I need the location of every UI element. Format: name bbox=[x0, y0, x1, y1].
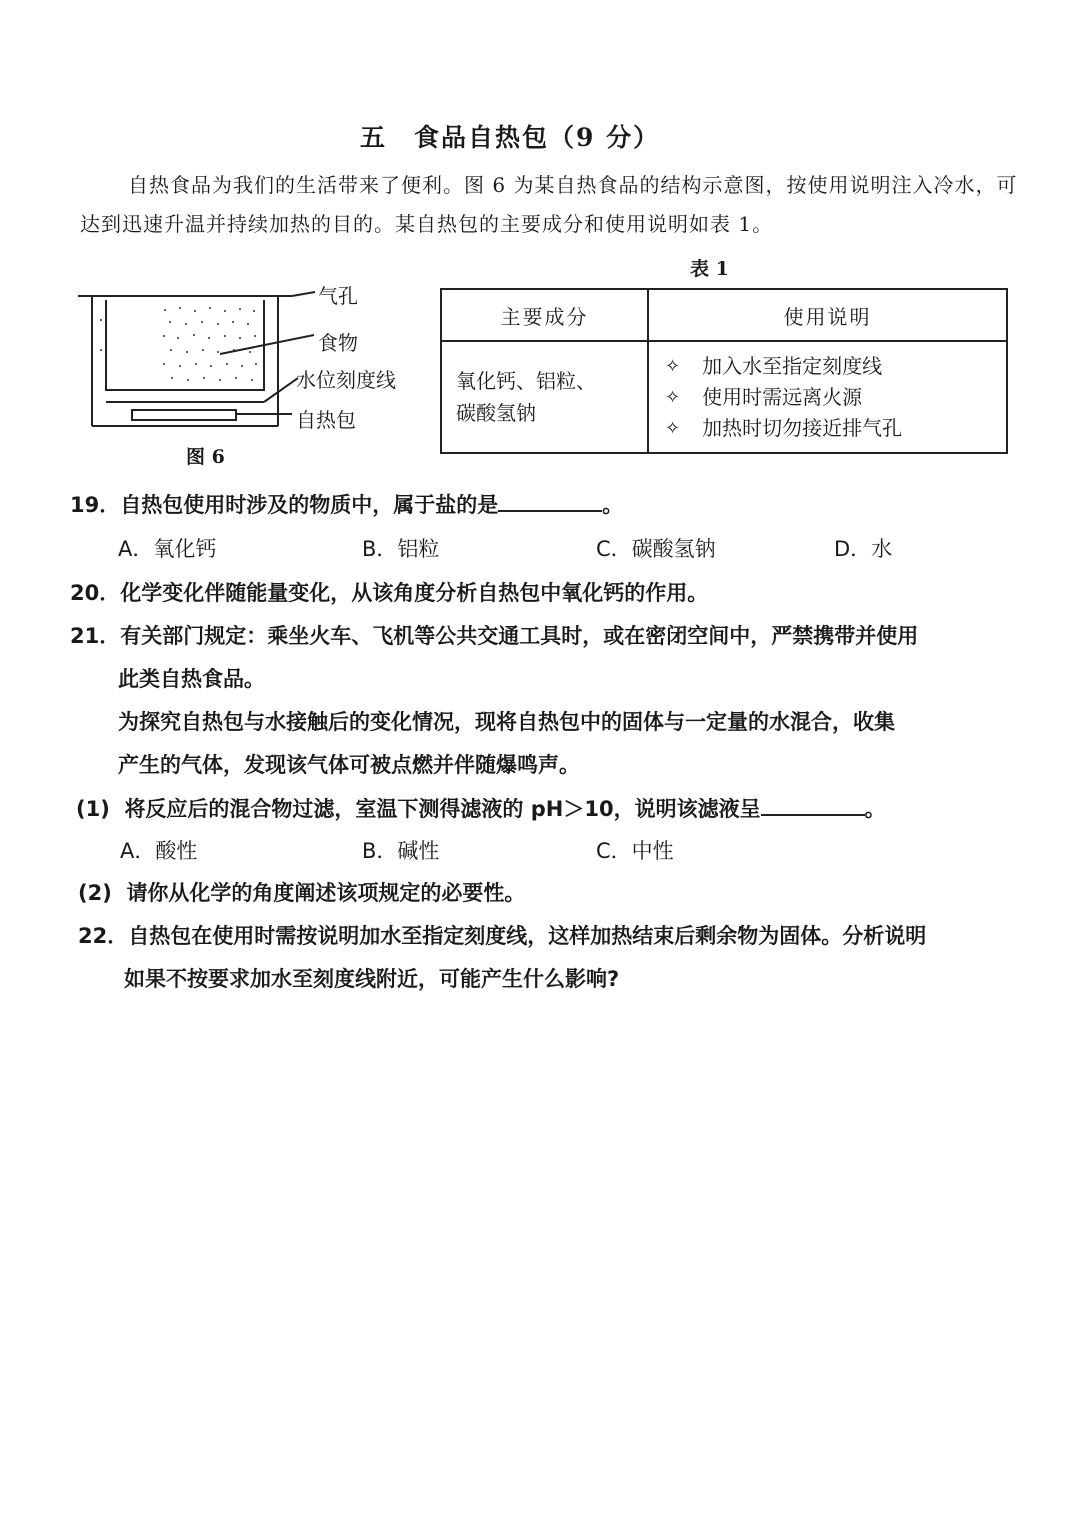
q19-option-d[interactable]: D．水 bbox=[834, 537, 893, 561]
answer-blank[interactable] bbox=[761, 796, 865, 816]
q21-sub-2 bbox=[78, 877, 525, 907]
instruction-text: 加入水至指定刻度线 bbox=[702, 353, 883, 378]
question-text: 自热包在使用时需按说明加水至指定刻度线，这样加热结束后剩余物为固体。分析说明 bbox=[128, 924, 927, 948]
q22-text-line: 如果不按要求加水至刻度线附近，可能产生什么影响? bbox=[124, 967, 620, 991]
q19-option-c[interactable]: C．碳酸氢钠 bbox=[596, 537, 716, 561]
label-waterline: 水位刻度线 bbox=[296, 368, 396, 392]
q21-option-a[interactable]: A．酸性 bbox=[120, 839, 198, 863]
question-20 bbox=[70, 577, 708, 607]
spec-table bbox=[440, 288, 1008, 454]
table-header-instructions: 使用说明 bbox=[648, 289, 1007, 341]
instruction-text: 加热时切勿接近排气孔 bbox=[702, 415, 903, 440]
diamond-bullet-icon: ✧ bbox=[665, 417, 681, 439]
sub-question-text: 请你从化学的角度阐述该项规定的必要性。 bbox=[126, 881, 526, 905]
sub-question-text: 将反应后的混合物过滤，室温下测得滤液的 pH＞10，说明该滤液呈 bbox=[124, 797, 761, 821]
table-header-ingredients: 主要成分 bbox=[441, 289, 648, 341]
question-end: 。 bbox=[602, 493, 624, 517]
answer-blank[interactable] bbox=[498, 492, 602, 512]
question-number: 19． bbox=[70, 493, 121, 517]
question-text: 自热包使用时涉及的物质中，属于盐的是 bbox=[120, 493, 499, 517]
instruction-item bbox=[665, 413, 1005, 444]
q21-text-line: 此类自热食品。 bbox=[118, 667, 265, 691]
q21-text-line: 产生的气体，发现该气体可被点燃并伴随爆鸣声。 bbox=[118, 753, 580, 777]
question-22 bbox=[78, 920, 926, 950]
sub-question-number: (1) bbox=[76, 797, 110, 821]
ingredients-line: 氧化钙、铝粒、 bbox=[456, 369, 596, 393]
question-text: 化学变化伴随能量变化，从该角度分析自热包中氧化钙的作用。 bbox=[120, 581, 709, 605]
question-end: 。 bbox=[864, 797, 886, 821]
question-number: 21． bbox=[70, 624, 121, 648]
label-heat-pack: 自热包 bbox=[296, 408, 356, 432]
question-21 bbox=[70, 620, 918, 650]
q21-option-b[interactable]: B．碱性 bbox=[362, 839, 440, 863]
instruction-item bbox=[665, 351, 1005, 382]
table-caption: 表 1 bbox=[690, 258, 729, 280]
q21-sub-1 bbox=[76, 793, 886, 823]
instruction-item bbox=[665, 382, 1005, 413]
question-text: 有关部门规定：乘坐火车、飞机等公共交通工具时，或在密闭空间中，严禁携带并使用 bbox=[120, 624, 919, 648]
question-number: 22． bbox=[78, 924, 129, 948]
q21-text-line: 为探究自热包与水接触后的变化情况，现将自热包中的固体与一定量的水混合，收集 bbox=[118, 710, 895, 734]
sub-question-number: (2) bbox=[78, 881, 112, 905]
q21-option-c[interactable]: C．中性 bbox=[596, 839, 674, 863]
intro-paragraph: 自热食品为我们的生活带来了便利。图 6 为某自热食品的结构示意图，按使用说明注入冷水，可达到迅速升温并持续加热的目的。某自热包的主要成分和使用说明如表 1。 bbox=[80, 173, 1018, 236]
table-cell-instructions bbox=[648, 341, 1007, 453]
question-number: 20． bbox=[70, 581, 121, 605]
diamond-bullet-icon: ✧ bbox=[665, 355, 681, 377]
section-title: 五 食品自热包（9 分） bbox=[360, 123, 661, 152]
instruction-text: 使用时需远离火源 bbox=[702, 384, 863, 409]
question-19 bbox=[70, 489, 623, 519]
label-food: 食物 bbox=[318, 331, 358, 355]
table-cell-ingredients bbox=[441, 341, 648, 453]
figure-caption: 图 6 bbox=[186, 446, 225, 468]
q19-option-a[interactable]: A．氧化钙 bbox=[118, 537, 217, 561]
label-vent: 气孔 bbox=[318, 284, 358, 308]
diamond-bullet-icon: ✧ bbox=[665, 386, 681, 408]
q19-option-b[interactable]: B．铝粒 bbox=[362, 537, 440, 561]
ingredients-line: 碳酸氢钠 bbox=[456, 401, 536, 425]
